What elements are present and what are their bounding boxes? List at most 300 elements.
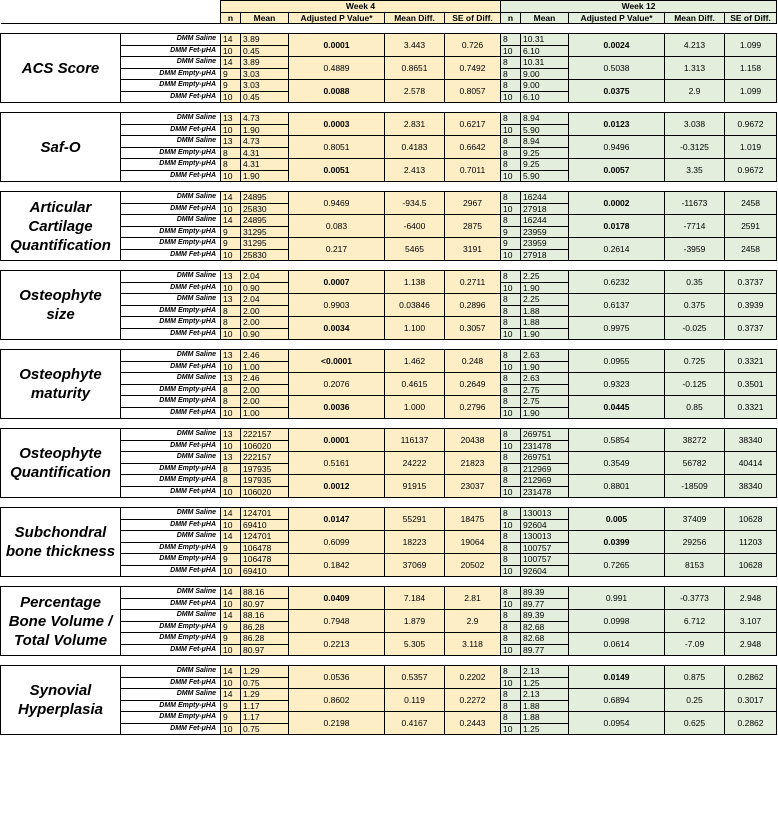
treatment-label: DMM Empty-μHA — [121, 80, 221, 92]
week12-n: 8 — [501, 633, 521, 645]
week4-p-value: 0.7948 — [289, 610, 385, 633]
group-spacer — [1, 656, 777, 666]
week12-mean: 231478 — [521, 440, 569, 452]
week4-n: 10 — [221, 677, 241, 689]
week4-mean-diff: 0.03846 — [385, 294, 445, 317]
week4-mean-diff: 37069 — [385, 554, 445, 577]
week12-mean-diff: 0.725 — [665, 350, 725, 373]
week4-mean: 86.28 — [241, 621, 289, 633]
week4-mean: 1.00 — [241, 361, 289, 373]
week4-n: 14 — [221, 57, 241, 69]
week4-mean: 88.16 — [241, 610, 289, 622]
week12-n: 8 — [501, 475, 521, 487]
week12-mean-diff: 1.313 — [665, 57, 725, 80]
week12-p-value: 0.5038 — [569, 57, 665, 80]
week12-p-value: 0.9975 — [569, 317, 665, 340]
week4-n: 10 — [221, 407, 241, 419]
treatment-label: DMM Empty-μHA — [121, 712, 221, 724]
week4-mean: 24895 — [241, 192, 289, 204]
week4-mean: 0.45 — [241, 45, 289, 57]
week4-p-value: 0.0409 — [289, 587, 385, 610]
week12-se-diff: 0.9672 — [725, 113, 777, 136]
week12-p-value: 0.0614 — [569, 633, 665, 656]
header-blank — [1, 12, 221, 24]
week12-n: 8 — [501, 621, 521, 633]
week4-n: 9 — [221, 226, 241, 238]
treatment-label: DMM Empty-μHA — [121, 554, 221, 566]
week12-se-diff: 0.3939 — [725, 294, 777, 317]
week4-se-diff: 0.8057 — [445, 80, 501, 103]
week12-mean-diff: 37409 — [665, 508, 725, 531]
table-row — [1, 113, 777, 125]
week12-p-value: 0.0955 — [569, 350, 665, 373]
week4-mean: 25830 — [241, 249, 289, 261]
week12-n: 8 — [501, 463, 521, 475]
week4-p-value: 0.083 — [289, 215, 385, 238]
week4-n: 10 — [221, 203, 241, 215]
table-row — [1, 666, 777, 678]
group-title: Articular Cartilage Quantification — [1, 192, 121, 261]
week4-n: 10 — [221, 170, 241, 182]
group-title: Synovial Hyperplasia — [1, 666, 121, 735]
week4-n: 10 — [221, 249, 241, 261]
week12-mean: 89.77 — [521, 598, 569, 610]
week12-p-value: 0.005 — [569, 508, 665, 531]
week4-se-diff: 0.2443 — [445, 712, 501, 735]
week4-p-value: 0.0088 — [289, 80, 385, 103]
week12-se-diff: 1.099 — [725, 34, 777, 57]
group-spacer — [1, 182, 777, 192]
week12-mean: 27918 — [521, 249, 569, 261]
week4-se-diff: 2.9 — [445, 610, 501, 633]
treatment-label: DMM Empty-μHA — [121, 68, 221, 80]
week4-mean: 2.00 — [241, 396, 289, 408]
week4-mean: 0.75 — [241, 677, 289, 689]
week12-se-diff: 0.2862 — [725, 712, 777, 735]
week12-se-diff: 1.158 — [725, 57, 777, 80]
treatment-label: DMM Empty-μHA — [121, 463, 221, 475]
col-header-n-week4: n — [221, 12, 241, 24]
week12-se-diff: 2458 — [725, 192, 777, 215]
week12-se-diff: 0.3501 — [725, 373, 777, 396]
treatment-label: DMM Saline — [121, 689, 221, 701]
week12-mean-diff: -0.125 — [665, 373, 725, 396]
week4-mean-diff: 0.4615 — [385, 373, 445, 396]
week12-mean: 1.90 — [521, 328, 569, 340]
group-title: Percentage Bone Volume / Total Volume — [1, 587, 121, 656]
week4-p-value: 0.9903 — [289, 294, 385, 317]
week12-n: 8 — [501, 384, 521, 396]
week12-mean-diff: -11673 — [665, 192, 725, 215]
treatment-label: DMM Saline — [121, 531, 221, 543]
week12-mean: 5.90 — [521, 124, 569, 136]
week4-mean: 24895 — [241, 215, 289, 227]
week12-mean: 212969 — [521, 463, 569, 475]
week12-n: 10 — [501, 328, 521, 340]
week4-mean-diff: 0.4183 — [385, 136, 445, 159]
week12-p-value: 0.0123 — [569, 113, 665, 136]
week12-mean: 1.90 — [521, 282, 569, 294]
col-header-n-week12: n — [501, 12, 521, 24]
week12-p-value: 0.8801 — [569, 475, 665, 498]
week4-n: 9 — [221, 68, 241, 80]
week4-se-diff: 2967 — [445, 192, 501, 215]
week4-se-diff: 0.248 — [445, 350, 501, 373]
table-row — [1, 587, 777, 599]
week4-n: 13 — [221, 373, 241, 385]
week4-n: 14 — [221, 689, 241, 701]
week12-mean: 6.10 — [521, 91, 569, 103]
week4-mean: 106478 — [241, 554, 289, 566]
spacer-cell — [1, 340, 777, 350]
week4-mean: 80.97 — [241, 598, 289, 610]
group-spacer — [1, 498, 777, 508]
week4-n: 9 — [221, 633, 241, 645]
week4-n: 13 — [221, 271, 241, 283]
header-blank — [1, 1, 221, 13]
week4-mean: 1.90 — [241, 170, 289, 182]
treatment-label: DMM Saline — [121, 610, 221, 622]
group-title: Osteophyte Quantification — [1, 429, 121, 498]
week12-mean: 6.10 — [521, 45, 569, 57]
week4-n: 10 — [221, 328, 241, 340]
treatment-label: DMM Fet-μHA — [121, 486, 221, 498]
week12-p-value: 0.0178 — [569, 215, 665, 238]
week12-se-diff: 0.3321 — [725, 396, 777, 419]
week4-p-value: 0.2076 — [289, 373, 385, 396]
week12-mean-diff: -7714 — [665, 215, 725, 238]
week4-mean-diff: 2.413 — [385, 159, 445, 182]
week12-mean: 89.39 — [521, 587, 569, 599]
week12-mean-diff: 3.038 — [665, 113, 725, 136]
week12-mean: 9.00 — [521, 68, 569, 80]
treatment-label: DMM Fet-μHA — [121, 124, 221, 136]
treatment-label: DMM Saline — [121, 271, 221, 283]
week4-se-diff: 0.2796 — [445, 396, 501, 419]
week4-n: 10 — [221, 124, 241, 136]
week4-mean: 1.29 — [241, 666, 289, 678]
week4-mean-diff: 18223 — [385, 531, 445, 554]
treatment-label: DMM Empty-μHA — [121, 147, 221, 159]
week12-mean: 5.90 — [521, 170, 569, 182]
week4-mean: 31295 — [241, 226, 289, 238]
week4-p-value: 0.8602 — [289, 689, 385, 712]
week12-n: 8 — [501, 271, 521, 283]
week4-mean: 0.75 — [241, 723, 289, 735]
week12-n: 10 — [501, 282, 521, 294]
week12-se-diff: 2591 — [725, 215, 777, 238]
spacer-cell — [1, 24, 777, 34]
treatment-label: DMM Fet-μHA — [121, 170, 221, 182]
group-spacer — [1, 103, 777, 113]
week12-mean: 2.25 — [521, 294, 569, 306]
week4-n: 10 — [221, 91, 241, 103]
week12-n: 10 — [501, 677, 521, 689]
treatment-label: DMM Fet-μHA — [121, 598, 221, 610]
week12-n: 8 — [501, 80, 521, 92]
week4-n: 14 — [221, 531, 241, 543]
col-header-se-week4: SE of Diff. — [445, 12, 501, 24]
week4-se-diff: 0.3057 — [445, 317, 501, 340]
week12-n: 8 — [501, 294, 521, 306]
week4-mean: 2.00 — [241, 317, 289, 329]
week12-mean: 2.13 — [521, 689, 569, 701]
week12-mean: 89.77 — [521, 644, 569, 656]
week12-n: 10 — [501, 203, 521, 215]
treatment-label: DMM Saline — [121, 429, 221, 441]
week12-se-diff: 0.3737 — [725, 271, 777, 294]
week4-mean: 1.17 — [241, 700, 289, 712]
week12-p-value: 0.991 — [569, 587, 665, 610]
week12-se-diff: 0.9672 — [725, 159, 777, 182]
week12-p-value: 0.0445 — [569, 396, 665, 419]
week12-n: 8 — [501, 147, 521, 159]
col-header-pvalue-week4: Adjusted P Value* — [289, 12, 385, 24]
week12-se-diff: 1.019 — [725, 136, 777, 159]
week4-mean: 1.00 — [241, 407, 289, 419]
week12-p-value: 0.0998 — [569, 610, 665, 633]
week12-n: 10 — [501, 91, 521, 103]
week12-n: 8 — [501, 317, 521, 329]
treatment-label: DMM Saline — [121, 136, 221, 148]
week4-p-value: 0.0147 — [289, 508, 385, 531]
treatment-label: DMM Fet-μHA — [121, 328, 221, 340]
treatment-label: DMM Fet-μHA — [121, 644, 221, 656]
week4-mean: 0.90 — [241, 328, 289, 340]
week12-p-value: 0.0024 — [569, 34, 665, 57]
week4-n: 10 — [221, 486, 241, 498]
week4-n: 9 — [221, 712, 241, 724]
week4-n: 13 — [221, 113, 241, 125]
col-header-meandiff-week12: Mean Diff. — [665, 12, 725, 24]
treatment-label: DMM Empty-μHA — [121, 238, 221, 250]
group-spacer — [1, 577, 777, 587]
week4-se-diff: 0.2202 — [445, 666, 501, 689]
col-header-mean-week12: Mean — [521, 12, 569, 24]
week12-mean: 23959 — [521, 226, 569, 238]
week12-p-value: 0.0002 — [569, 192, 665, 215]
week4-mean: 4.73 — [241, 136, 289, 148]
treatment-label: DMM Fet-μHA — [121, 440, 221, 452]
week4-n: 8 — [221, 159, 241, 171]
week4-p-value: <0.0001 — [289, 350, 385, 373]
week4-mean-diff: 0.8651 — [385, 57, 445, 80]
group-spacer — [1, 340, 777, 350]
week12-se-diff: 10628 — [725, 508, 777, 531]
week4-se-diff: 20438 — [445, 429, 501, 452]
week4-p-value: 0.2198 — [289, 712, 385, 735]
week4-n: 9 — [221, 700, 241, 712]
week12-mean: 231478 — [521, 486, 569, 498]
week4-mean-diff: -6400 — [385, 215, 445, 238]
week4-n: 10 — [221, 440, 241, 452]
treatment-label: DMM Fet-μHA — [121, 282, 221, 294]
week4-n: 14 — [221, 508, 241, 520]
treatment-label: DMM Saline — [121, 57, 221, 69]
col-header-pvalue-week12: Adjusted P Value* — [569, 12, 665, 24]
spacer-cell — [1, 103, 777, 113]
week4-mean: 69410 — [241, 519, 289, 531]
week12-mean-diff: 0.25 — [665, 689, 725, 712]
week4-n: 9 — [221, 554, 241, 566]
group-spacer — [1, 419, 777, 429]
week12-n: 10 — [501, 598, 521, 610]
col-header-mean-week4: Mean — [241, 12, 289, 24]
week12-n: 10 — [501, 170, 521, 182]
week12-n: 8 — [501, 350, 521, 362]
week4-mean: 0.90 — [241, 282, 289, 294]
week12-mean-diff: -3959 — [665, 238, 725, 261]
spacer-cell — [1, 419, 777, 429]
table-row — [1, 350, 777, 362]
week12-p-value: 0.6137 — [569, 294, 665, 317]
treatment-label: DMM Fet-μHA — [121, 407, 221, 419]
week12-n: 8 — [501, 554, 521, 566]
week12-n: 8 — [501, 192, 521, 204]
week12-n: 8 — [501, 57, 521, 69]
week12-n: 8 — [501, 666, 521, 678]
week12-mean: 92604 — [521, 565, 569, 577]
treatment-label: DMM Saline — [121, 350, 221, 362]
week4-mean: 80.97 — [241, 644, 289, 656]
week4-mean: 106478 — [241, 542, 289, 554]
treatment-label: DMM Empty-μHA — [121, 396, 221, 408]
week4-se-diff: 21823 — [445, 452, 501, 475]
week4-mean-diff: 24222 — [385, 452, 445, 475]
week12-mean-diff: -0.3773 — [665, 587, 725, 610]
week4-mean: 4.31 — [241, 159, 289, 171]
week12-p-value: 0.5854 — [569, 429, 665, 452]
treatment-label: DMM Saline — [121, 294, 221, 306]
treatment-label: DMM Empty-μHA — [121, 700, 221, 712]
week12-p-value: 0.6894 — [569, 689, 665, 712]
week12-se-diff: 38340 — [725, 429, 777, 452]
table-row — [1, 192, 777, 204]
week4-p-value: 0.0012 — [289, 475, 385, 498]
week12-mean: 2.75 — [521, 396, 569, 408]
week12-mean: 212969 — [521, 475, 569, 487]
week12-mean: 130013 — [521, 508, 569, 520]
week12-p-value: 0.0399 — [569, 531, 665, 554]
week12-mean: 27918 — [521, 203, 569, 215]
week12-se-diff: 2458 — [725, 238, 777, 261]
week12-header: Week 12 — [501, 1, 777, 13]
week12-n: 10 — [501, 249, 521, 261]
week4-n: 10 — [221, 644, 241, 656]
week12-mean-diff: 2.9 — [665, 80, 725, 103]
week12-mean: 100757 — [521, 542, 569, 554]
week4-mean-diff: 2.578 — [385, 80, 445, 103]
week12-mean: 9.00 — [521, 80, 569, 92]
week4-se-diff: 20502 — [445, 554, 501, 577]
week4-mean: 2.46 — [241, 373, 289, 385]
week4-n: 14 — [221, 34, 241, 46]
table-row — [1, 508, 777, 520]
week4-mean-diff: 3.443 — [385, 34, 445, 57]
treatment-label: DMM Saline — [121, 34, 221, 46]
week4-mean: 3.89 — [241, 57, 289, 69]
week12-mean: 9.25 — [521, 159, 569, 171]
week4-n: 8 — [221, 317, 241, 329]
week12-n: 10 — [501, 723, 521, 735]
week12-mean: 269751 — [521, 452, 569, 464]
week12-mean: 1.25 — [521, 677, 569, 689]
treatment-label: DMM Saline — [121, 192, 221, 204]
week4-se-diff: 0.2649 — [445, 373, 501, 396]
week4-mean: 2.00 — [241, 384, 289, 396]
week4-n: 9 — [221, 80, 241, 92]
week12-mean-diff: 0.85 — [665, 396, 725, 419]
week12-n: 10 — [501, 644, 521, 656]
week4-n: 13 — [221, 136, 241, 148]
treatment-label: DMM Empty-μHA — [121, 475, 221, 487]
week12-mean: 8.94 — [521, 113, 569, 125]
week4-mean-diff: 2.831 — [385, 113, 445, 136]
week4-se-diff: 0.2711 — [445, 271, 501, 294]
week4-mean-diff: 7.184 — [385, 587, 445, 610]
week12-n: 8 — [501, 689, 521, 701]
week12-n: 8 — [501, 373, 521, 385]
week4-n: 9 — [221, 238, 241, 250]
week4-mean: 222157 — [241, 429, 289, 441]
week12-mean: 16244 — [521, 215, 569, 227]
week4-p-value: 0.0003 — [289, 113, 385, 136]
week12-mean: 269751 — [521, 429, 569, 441]
week4-n: 14 — [221, 666, 241, 678]
week12-n: 10 — [501, 407, 521, 419]
week4-n: 13 — [221, 429, 241, 441]
week12-mean: 100757 — [521, 554, 569, 566]
week12-mean: 16244 — [521, 192, 569, 204]
week4-se-diff: 18475 — [445, 508, 501, 531]
week4-mean-diff: 5.305 — [385, 633, 445, 656]
treatment-label: DMM Empty-μHA — [121, 305, 221, 317]
week12-n: 10 — [501, 486, 521, 498]
week12-n: 9 — [501, 238, 521, 250]
week12-mean-diff: 0.375 — [665, 294, 725, 317]
week4-p-value: 0.4889 — [289, 57, 385, 80]
week4-mean-diff: 1.100 — [385, 317, 445, 340]
week4-n: 8 — [221, 396, 241, 408]
week12-mean: 8.94 — [521, 136, 569, 148]
week4-mean: 86.28 — [241, 633, 289, 645]
week12-mean: 10.31 — [521, 34, 569, 46]
week12-n: 8 — [501, 700, 521, 712]
week12-se-diff: 1.099 — [725, 80, 777, 103]
week4-mean: 4.31 — [241, 147, 289, 159]
week4-mean: 197935 — [241, 463, 289, 475]
week4-mean-diff: 0.4167 — [385, 712, 445, 735]
week4-se-diff: 3191 — [445, 238, 501, 261]
week12-se-diff: 40414 — [725, 452, 777, 475]
week12-n: 8 — [501, 542, 521, 554]
table-row — [1, 429, 777, 441]
group-title: Osteophyte maturity — [1, 350, 121, 419]
week12-mean: 2.13 — [521, 666, 569, 678]
week4-mean: 1.90 — [241, 124, 289, 136]
week4-se-diff: 23037 — [445, 475, 501, 498]
week4-n: 8 — [221, 384, 241, 396]
week12-p-value: 0.0149 — [569, 666, 665, 689]
week12-n: 8 — [501, 305, 521, 317]
week4-p-value: 0.0001 — [289, 34, 385, 57]
group-spacer — [1, 261, 777, 271]
week4-p-value: 0.0051 — [289, 159, 385, 182]
spacer-cell — [1, 182, 777, 192]
week12-n: 10 — [501, 45, 521, 57]
week12-p-value: 0.0057 — [569, 159, 665, 182]
week12-mean: 2.25 — [521, 271, 569, 283]
